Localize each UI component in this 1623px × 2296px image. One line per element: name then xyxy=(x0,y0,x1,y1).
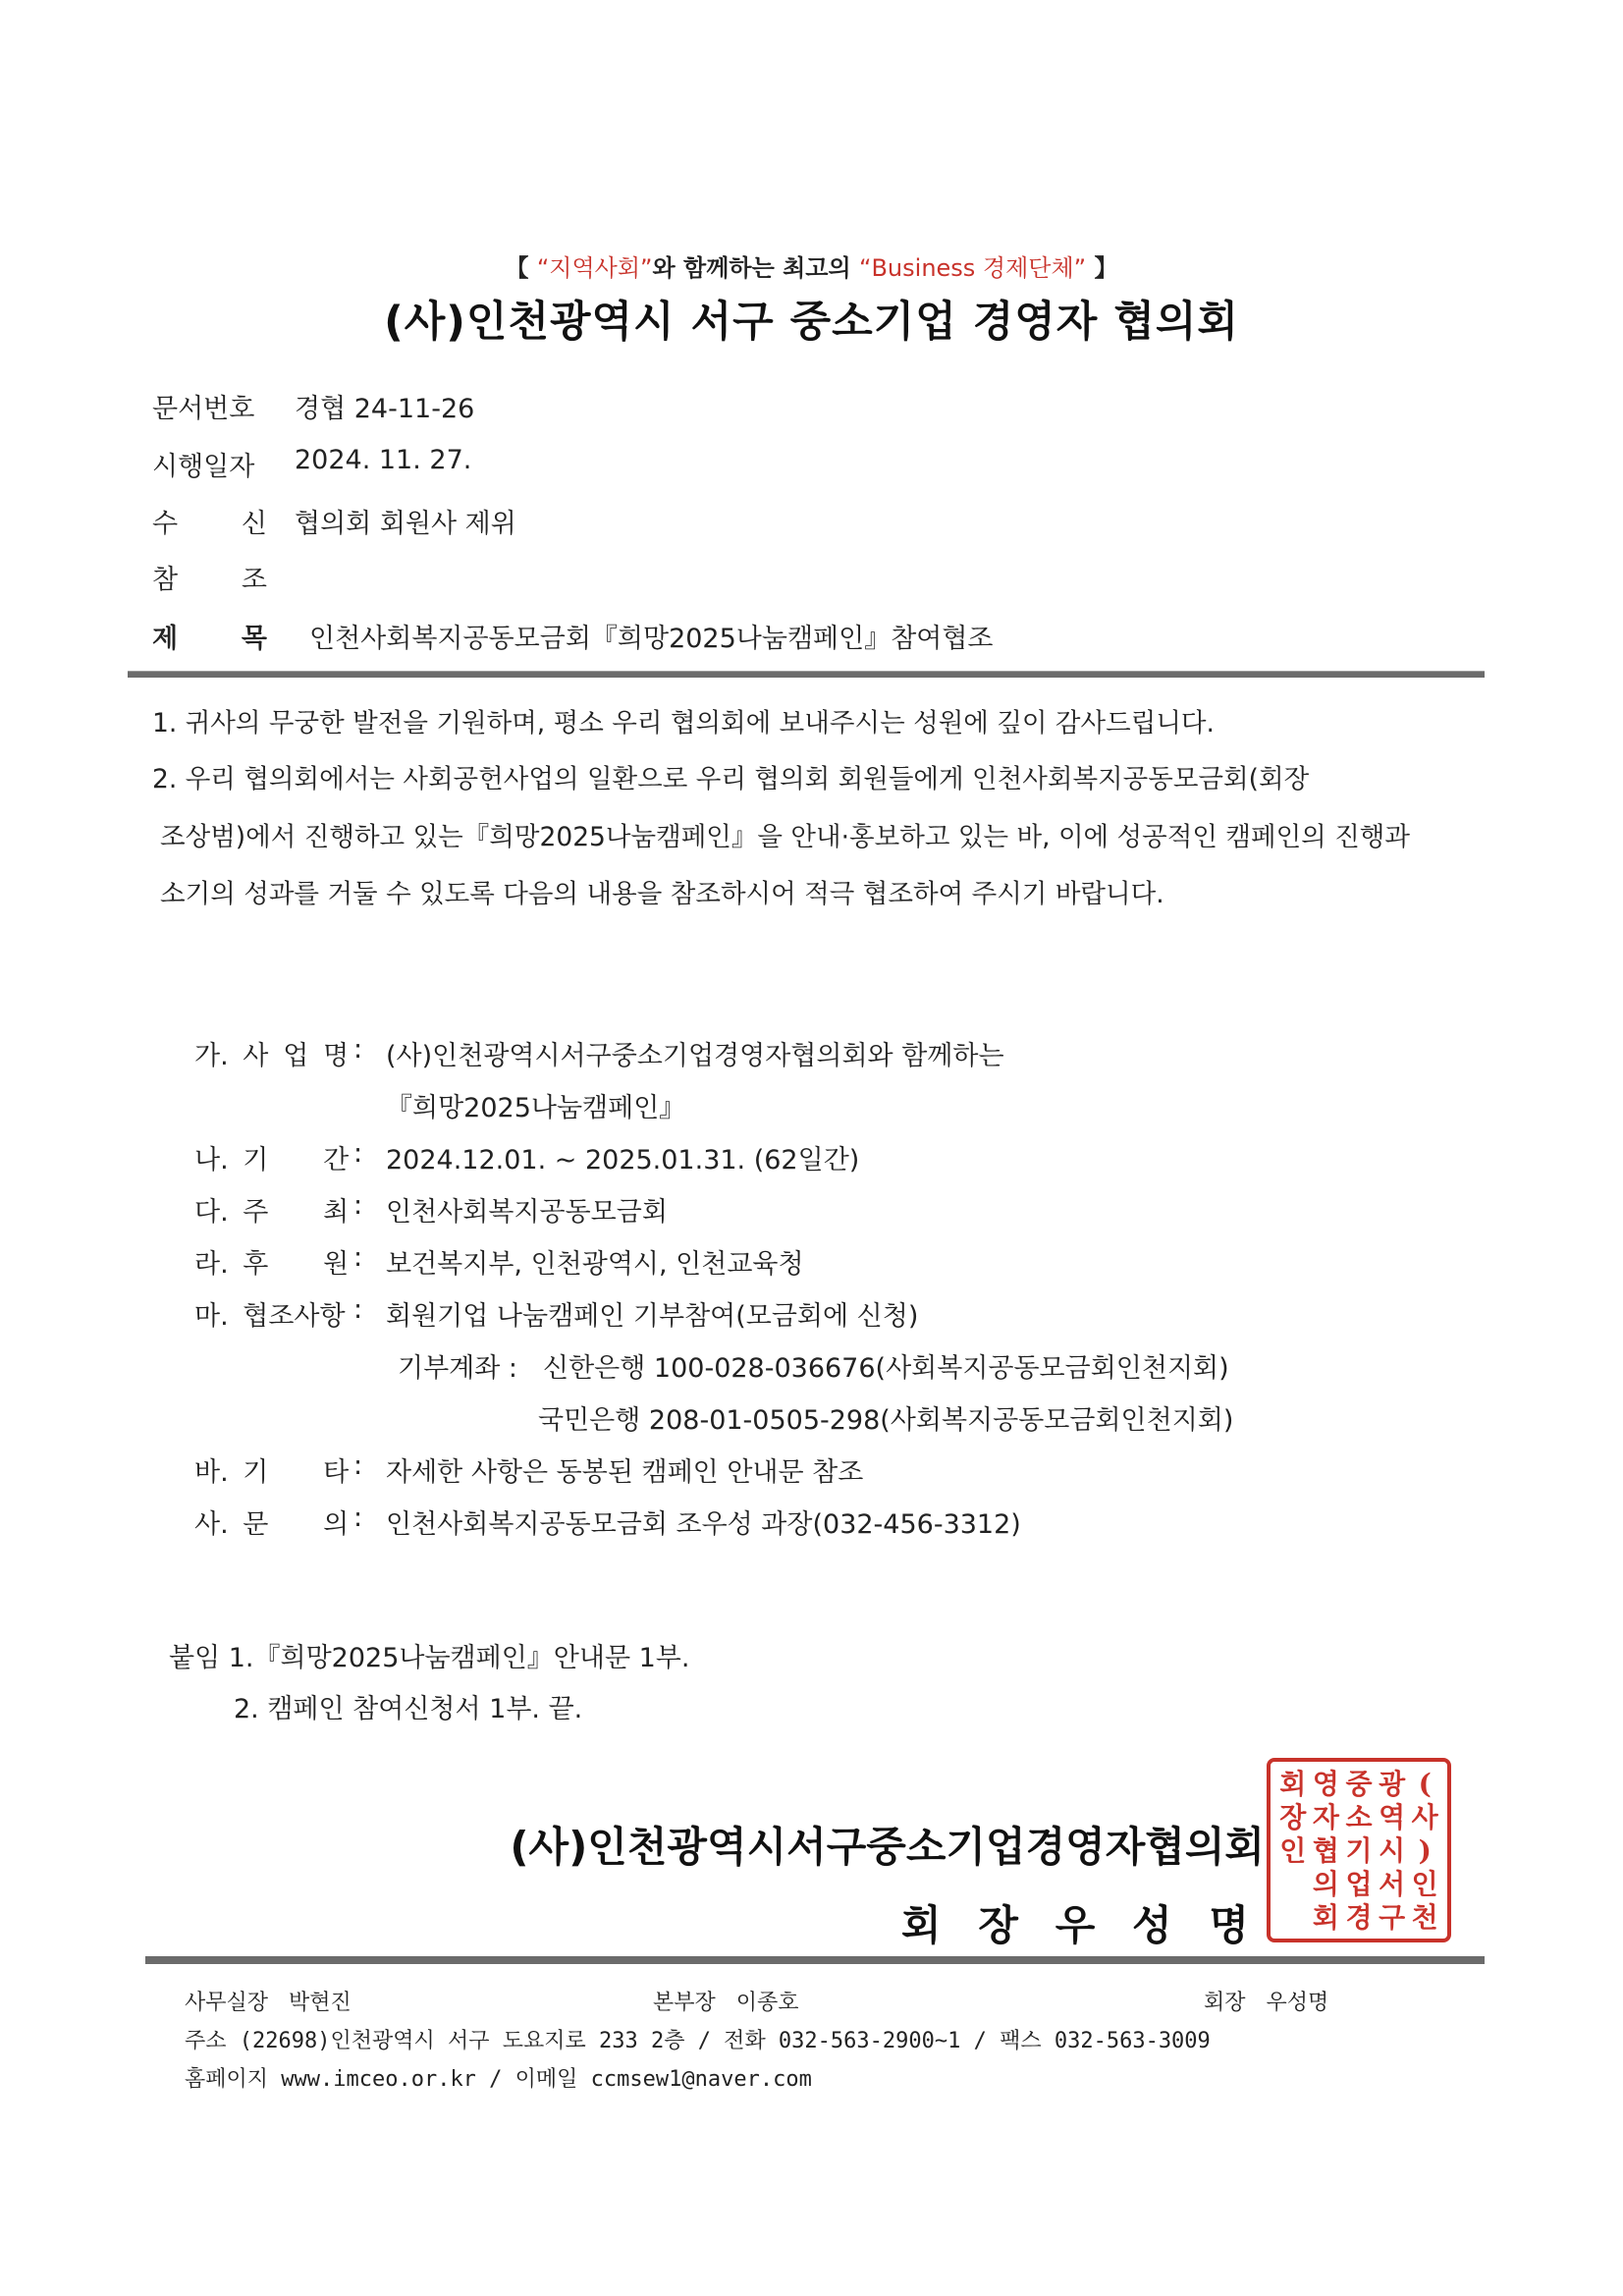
signature-char-5: 명 xyxy=(1209,1901,1249,1949)
seal-glyph: 사 xyxy=(1411,1801,1438,1833)
seal-glyph: 시 xyxy=(1379,1834,1406,1867)
item-e-label xyxy=(194,1294,346,1333)
staff-1 xyxy=(185,1986,352,2016)
seal-glyph: 구 xyxy=(1379,1901,1406,1934)
seal-glyph: 의 xyxy=(1312,1868,1339,1900)
item-c-label xyxy=(194,1190,349,1229)
date-label: 시행일자 xyxy=(152,452,255,482)
item-a-label xyxy=(194,1034,349,1072)
signature-char-1: 회 xyxy=(901,1901,942,1949)
item-g-char-1: 문 xyxy=(243,1509,269,1540)
seal-glyph: 영 xyxy=(1312,1768,1339,1800)
seal-glyph: ) xyxy=(1418,1834,1432,1867)
seal-glyph: 소 xyxy=(1345,1801,1373,1833)
item-d-value: 보건복지부, 인천광역시, 인천교육청 xyxy=(386,1249,804,1280)
item-g-char-2: 의 xyxy=(323,1509,350,1540)
slogan xyxy=(0,248,1623,283)
item-a-value-2: 『희망2025나눔캠페인』 xyxy=(386,1093,686,1123)
item-d-colon: : xyxy=(353,1242,363,1273)
staff-2-name: 이종호 xyxy=(735,1991,799,2015)
seal-glyph xyxy=(1276,1901,1310,1935)
item-g-value: 인천사회복지공동모금회 조우성 과장(032-456-3312) xyxy=(386,1509,1021,1540)
footer-divider xyxy=(145,1956,1485,1964)
staff-3-role: 회장 xyxy=(1204,1991,1246,2015)
staff-1-role: 사무실장 xyxy=(185,1991,269,2015)
seal-glyph: 인 xyxy=(1411,1868,1438,1900)
seal-glyph: 기 xyxy=(1345,1834,1373,1867)
footer-address: 주소 (22698)인천광역시 서구 도요지로 233 2층 / 전화 032-563-2900~1 / 팩스 032-563-3009 xyxy=(185,2029,1211,2053)
signature-char-4: 성 xyxy=(1132,1901,1172,1949)
date-value: 2024. 11. 27. xyxy=(295,445,472,475)
signature-char-2: 장 xyxy=(978,1901,1018,1949)
item-c-char-2: 최 xyxy=(323,1197,350,1228)
official-seal-icon xyxy=(1267,1758,1451,1942)
attachment-2: 2. 캠페인 참여신청서 1부. 끝. xyxy=(234,1694,583,1724)
item-e-marker: 마. xyxy=(194,1301,229,1332)
item-f-colon: : xyxy=(353,1450,363,1481)
item-g-label xyxy=(194,1503,349,1541)
item-a-marker: 가. xyxy=(194,1041,229,1071)
seal-glyph: 회 xyxy=(1279,1768,1307,1800)
seal-glyphs xyxy=(1276,1768,1441,1933)
header-divider xyxy=(128,671,1485,678)
reference-label xyxy=(152,558,267,596)
staff-3 xyxy=(1204,1986,1328,2016)
item-f-value: 자세한 사항은 동봉된 캠페인 안내문 참조 xyxy=(386,1457,864,1488)
item-b-label xyxy=(194,1138,349,1176)
item-e-value: 회원기업 나눔캠페인 기부참여(모금회에 신청) xyxy=(386,1301,919,1332)
doc-no-label: 문서번호 xyxy=(152,394,255,424)
paragraph-1: 1. 귀사의 무궁한 발전을 기원하며, 평소 우리 협의회에 보내주시는 성원에 깊이 감사드립니다. xyxy=(152,708,1215,738)
slogan-quote-community: “지역사회” xyxy=(536,254,653,282)
item-d-char-2: 원 xyxy=(323,1249,350,1280)
recipient-label xyxy=(152,502,267,540)
item-c-value: 인천사회복지공동모금회 xyxy=(386,1197,668,1228)
item-e-label-text: 협조사항 xyxy=(243,1301,346,1332)
item-b-char-1: 기 xyxy=(243,1145,269,1175)
item-f-label-text xyxy=(243,1450,349,1489)
item-a-colon: : xyxy=(353,1034,363,1065)
item-b-value: 2024.12.01. ~ 2025.01.31. (62일간) xyxy=(386,1145,860,1175)
seal-glyph: 천 xyxy=(1411,1901,1438,1934)
subject-label-b: 목 xyxy=(241,624,267,654)
item-d-char-1: 후 xyxy=(243,1249,269,1280)
item-c-colon: : xyxy=(353,1190,363,1221)
item-b-marker: 나. xyxy=(194,1145,229,1175)
footer-web: 홈페이지 www.imceo.or.kr / 이메일 ccmsew1@naver.com xyxy=(185,2067,812,2092)
item-a-char-3: 명 xyxy=(323,1041,350,1071)
item-c-marker: 다. xyxy=(194,1197,229,1228)
reference-label-a: 참 xyxy=(152,565,179,595)
staff-3-name: 우성명 xyxy=(1266,1991,1329,2015)
signature-char-3: 우 xyxy=(1055,1901,1096,1949)
slogan-quote-business: “Business 경제단체” xyxy=(859,254,1087,282)
signature-org: (사)인천광역시서구중소기업경영자협의회 xyxy=(510,1823,1265,1871)
slogan-middle: 와 함께하는 최고의 xyxy=(652,254,860,282)
seal-glyph: 중 xyxy=(1345,1768,1373,1800)
seal-glyph: 회 xyxy=(1312,1901,1339,1934)
staff-2 xyxy=(653,1986,799,2016)
seal-glyph: 서 xyxy=(1379,1868,1406,1900)
item-g-label-text xyxy=(243,1503,349,1541)
item-a-char-2: 업 xyxy=(283,1041,309,1071)
seal-glyph: 업 xyxy=(1345,1868,1373,1900)
item-f-char-1: 기 xyxy=(243,1457,269,1488)
item-f-label xyxy=(194,1450,349,1489)
seal-glyph: 광 xyxy=(1379,1768,1406,1800)
seal-glyph: ( xyxy=(1418,1768,1432,1800)
subject-label xyxy=(152,617,267,655)
seal-glyph: 협 xyxy=(1312,1834,1339,1867)
seal-glyph: 역 xyxy=(1379,1801,1406,1833)
item-f-char-2: 타 xyxy=(323,1457,350,1488)
item-b-label-text xyxy=(243,1138,349,1176)
staff-1-name: 박현진 xyxy=(289,1991,352,2015)
seal-glyph: 인 xyxy=(1279,1834,1307,1867)
org-title: (사)인천광역시 서구 중소기업 경영자 협의회 xyxy=(384,298,1239,347)
seal-glyph xyxy=(1276,1868,1310,1901)
paragraph-2-line-2: 조상범)에서 진행하고 있는『희망2025나눔캠페인』을 안내·홍보하고 있는 바, 이에 성공적인 캠페인의 진행과 xyxy=(160,822,1410,852)
subject-label-a: 제 xyxy=(152,624,179,654)
item-c-label-text xyxy=(243,1190,349,1229)
item-b-colon: : xyxy=(353,1138,363,1169)
donation-account-label: 기부계좌 : xyxy=(398,1353,518,1384)
signature-president xyxy=(901,1893,1249,1952)
reference-label-b: 조 xyxy=(241,565,267,595)
recipient-label-a: 수 xyxy=(152,509,179,539)
paragraph-2-line-1: 2. 우리 협의회에서는 사회공헌사업의 일환으로 우리 협의회 회원들에게 인천사회복지공동모금회(회장 xyxy=(152,764,1310,794)
doc-no-value: 경협 24-11-26 xyxy=(295,394,475,424)
slogan-open: 【 xyxy=(505,254,537,282)
seal-glyph: 자 xyxy=(1312,1801,1339,1833)
item-b-char-2: 간 xyxy=(323,1145,350,1175)
item-d-label xyxy=(194,1242,349,1281)
item-g-colon: : xyxy=(353,1503,363,1533)
staff-2-role: 본부장 xyxy=(653,1991,716,2015)
item-d-label-text xyxy=(243,1242,349,1281)
seal-glyph: 경 xyxy=(1345,1901,1373,1934)
item-f-marker: 바. xyxy=(194,1457,229,1488)
donation-account-2: 국민은행 208-01-0505-298(사회복지공동모금회인천지회) xyxy=(538,1405,1234,1436)
recipient-label-b: 신 xyxy=(241,509,267,539)
item-a-value-1: (사)인천광역시서구중소기업경영자협의회와 함께하는 xyxy=(386,1041,1004,1071)
slogan-close: 】 xyxy=(1086,254,1118,282)
donation-account-1: 신한은행 100-028-036676(사회복지공동모금회인천지회) xyxy=(543,1353,1229,1384)
item-g-marker: 사. xyxy=(194,1509,229,1540)
subject-value: 인천사회복지공동모금회『희망2025나눔캠페인』참여협조 xyxy=(309,624,994,654)
item-a-label-text xyxy=(243,1034,349,1072)
attachment-1: 붙임 1.『희망2025나눔캠페인』안내문 1부. xyxy=(169,1643,690,1673)
item-a-char-1: 사 xyxy=(243,1041,269,1071)
paragraph-2-line-3: 소기의 성과를 거둘 수 있도록 다음의 내용을 참조하시어 적극 협조하여 주시기 바랍니다. xyxy=(160,879,1164,909)
item-c-char-1: 주 xyxy=(243,1197,269,1228)
seal-glyph: 장 xyxy=(1279,1801,1307,1833)
recipient-value: 협의회 회원사 제위 xyxy=(295,509,516,539)
item-d-marker: 라. xyxy=(194,1249,229,1280)
item-e-colon: : xyxy=(353,1294,363,1325)
